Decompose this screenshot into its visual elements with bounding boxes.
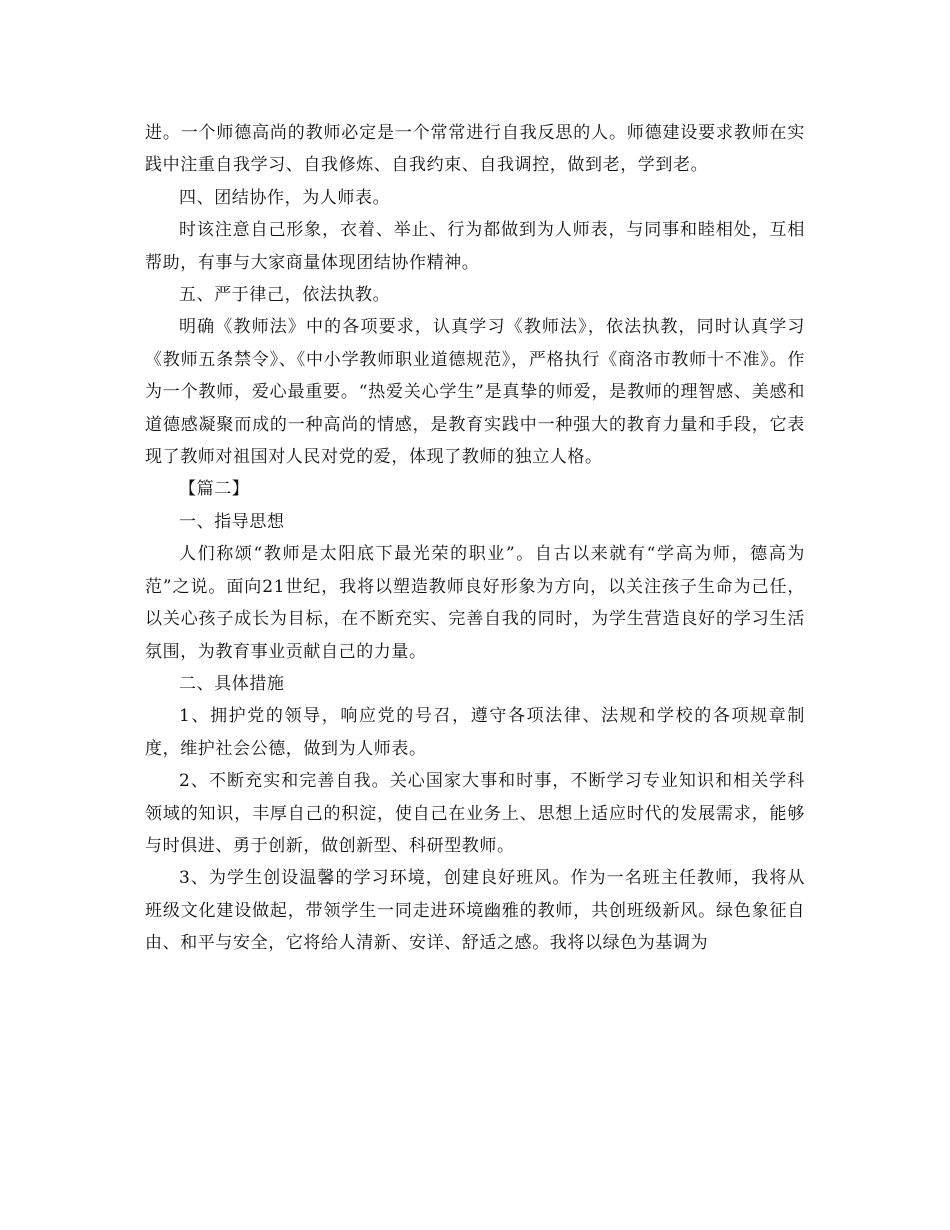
section-heading-4: 四、团结协作，为人师表。 — [179, 187, 391, 208]
paragraph-continuation: 进。一个师德高尚的教师必定是一个常常进行自我反思的人。师德建设要求教师在实践中注重自我学习、自我修炼、自我约束、自我调控，做到老，学到老。 — [145, 123, 805, 176]
list-item: 3、为学生创设温馨的学习环境，创建良好班风。作为一名班主任教师，我将从班级文化建设做起，带领学生一同走进环境幽雅的教师，共创班级新风。绿色象征自由、和平与安全，它将给人清新、安详、舒适之感。我将以绿色为基调为 — [145, 868, 805, 954]
paragraph: 人们称颂“教师是太阳底下最光荣的职业”。自古以来就有“学高为师，德高为范”之说。面向21世纪，我将以塑造教师良好形象为方向，以关注孩子生命为己任，以关心孩子成长为目标，在不断充实、完善自我的同时，为学生营造良好的学习生活氛围，为教育事业贡献自己的力量。 — [145, 544, 805, 662]
section-heading-5: 五、严于律己，依法执教。 — [179, 285, 391, 306]
document-body — [145, 117, 805, 960]
list-item: 1、拥护党的领导，响应党的号召，遵守各项法律、法规和学校的各项规章制度，维护社会公德，做到为人师表。 — [145, 706, 805, 759]
section-heading-1: 一、指导思想 — [179, 511, 285, 532]
section-heading-2: 二、具体措施 — [179, 673, 285, 694]
list-item: 2、不断充实和完善自我。关心国家大事和时事，不断学习专业知识和相关学科领域的知识，丰厚自己的积淀，使自己在业务上、思想上适应时代的发展需求，能够与时俱进、勇于创新，做创新型、科研型教师。 — [145, 771, 805, 856]
paragraph: 明确《教师法》中的各项要求，认真学习《教师法》，依法执教，同时认真学习《教师五条禁令》、《中小学教师职业道德规范》，严格执行《商洛市教师十不准》。作为一个教师，爱心最重要。“热爱关心学生”是真挚的师爱，是教师的理智感、美感和道德感凝聚而成的一种高尚的情感，是教育实践中一种强大的教育力量和手段，它表现了教师对祖国对人民对党的爱，体现了教师的独立人格。 — [145, 317, 805, 468]
paragraph: 时该注意自己形象，衣着、举止、行为都做到为人师表，与同事和睦相处，互相帮助，有事与大家商量体现团结协作精神。 — [145, 220, 805, 273]
part-heading: 【篇二】 — [179, 479, 250, 500]
